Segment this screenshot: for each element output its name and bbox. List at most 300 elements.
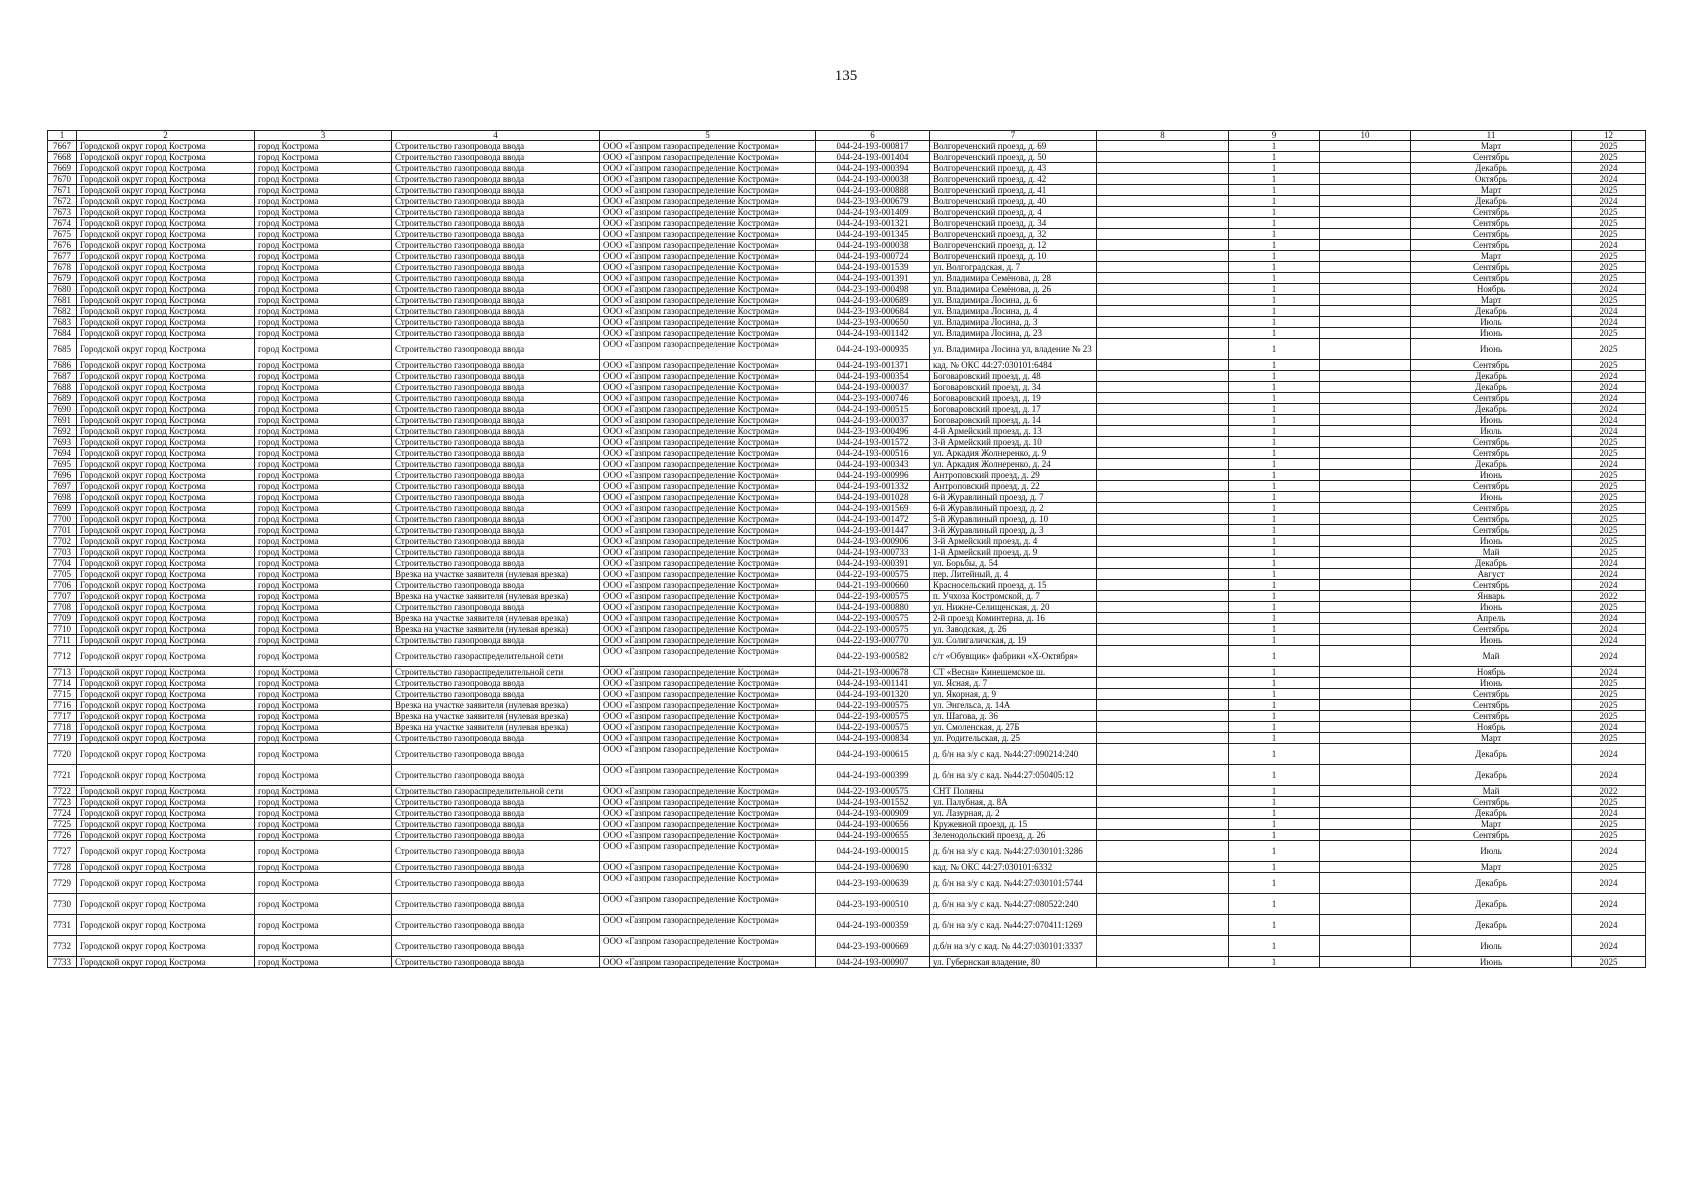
table-cell: ООО «Газпром газораспределение Кострома» bbox=[600, 328, 816, 339]
table-cell: 2025 bbox=[1572, 152, 1646, 163]
table-cell: 2024 bbox=[1572, 613, 1646, 624]
table-cell: 7711 bbox=[48, 635, 77, 646]
column-number: 11 bbox=[1411, 131, 1572, 141]
table-cell: 1 bbox=[1229, 624, 1320, 635]
table-cell bbox=[1097, 957, 1229, 968]
table-row bbox=[48, 569, 1646, 580]
table-cell: Строительство газопровода ввода bbox=[392, 915, 600, 936]
table-cell: Городской округ город Кострома bbox=[77, 830, 255, 841]
table-cell: 2024 bbox=[1572, 382, 1646, 393]
table-cell bbox=[1320, 591, 1411, 602]
table-row bbox=[48, 459, 1646, 470]
table-cell bbox=[1097, 936, 1229, 957]
table-cell: 044-23-193-000510 bbox=[816, 894, 930, 915]
column-number: 4 bbox=[392, 131, 600, 141]
table-cell bbox=[1320, 580, 1411, 591]
table-cell: город Кострома bbox=[255, 547, 392, 558]
table-cell: Волгореченский проезд, д. 12 bbox=[930, 240, 1097, 251]
table-cell: 1 bbox=[1229, 514, 1320, 525]
table-cell: Волгореченский проезд, д. 50 bbox=[930, 152, 1097, 163]
table-cell bbox=[1320, 936, 1411, 957]
table-cell: город Кострома bbox=[255, 262, 392, 273]
table-cell: Строительство газопровода ввода bbox=[392, 317, 600, 328]
table-cell: Сентябрь bbox=[1411, 240, 1572, 251]
table-cell: 2025 bbox=[1572, 678, 1646, 689]
table-cell: ООО «Газпром газораспределение Кострома» bbox=[600, 602, 816, 613]
table-cell bbox=[1320, 371, 1411, 382]
table-cell: 1 bbox=[1229, 459, 1320, 470]
table-cell: город Кострома bbox=[255, 819, 392, 830]
table-cell: Городской округ город Кострома bbox=[77, 525, 255, 536]
table-cell: Строительство газопровода ввода bbox=[392, 830, 600, 841]
table-cell: Строительство газопровода ввода bbox=[392, 251, 600, 262]
table-cell: Март bbox=[1411, 733, 1572, 744]
table-cell: 7687 bbox=[48, 371, 77, 382]
table-cell: ООО «Газпром газораспределение Кострома» bbox=[600, 295, 816, 306]
table-row bbox=[48, 163, 1646, 174]
table-cell bbox=[1097, 185, 1229, 196]
table-cell bbox=[1320, 722, 1411, 733]
table-row bbox=[48, 862, 1646, 873]
table-cell: Сентябрь bbox=[1411, 360, 1572, 371]
table-cell: 1 bbox=[1229, 569, 1320, 580]
table-cell: Строительство газопровода ввода bbox=[392, 514, 600, 525]
table-cell: 7731 bbox=[48, 915, 77, 936]
table-cell: 2024 bbox=[1572, 393, 1646, 404]
column-number: 12 bbox=[1572, 131, 1646, 141]
table-row bbox=[48, 797, 1646, 808]
table-cell: 3-й Журавлиный проезд, д. 3 bbox=[930, 525, 1097, 536]
table-cell: ул. Владимира Лосина, д. 23 bbox=[930, 328, 1097, 339]
table-cell: Строительство газопровода ввода bbox=[392, 797, 600, 808]
table-cell: 7708 bbox=[48, 602, 77, 613]
table-cell: 1 bbox=[1229, 218, 1320, 229]
table-cell: 2025 bbox=[1572, 503, 1646, 514]
table-row bbox=[48, 536, 1646, 547]
table-cell: Декабрь bbox=[1411, 894, 1572, 915]
table-cell bbox=[1097, 415, 1229, 426]
table-cell: город Кострома bbox=[255, 613, 392, 624]
table-cell bbox=[1097, 808, 1229, 819]
table-cell bbox=[1320, 448, 1411, 459]
table-cell bbox=[1320, 382, 1411, 393]
table-cell: 2025 bbox=[1572, 470, 1646, 481]
table-row bbox=[48, 841, 1646, 862]
table-cell bbox=[1097, 700, 1229, 711]
table-cell: 7733 bbox=[48, 957, 77, 968]
table-cell: Строительство газопровода ввода bbox=[392, 273, 600, 284]
table-cell: Декабрь bbox=[1411, 765, 1572, 786]
table-cell: 1 bbox=[1229, 240, 1320, 251]
table-cell: Декабрь bbox=[1411, 873, 1572, 894]
table-cell bbox=[1097, 240, 1229, 251]
table-cell: 1 bbox=[1229, 786, 1320, 797]
table-cell: 2024 bbox=[1572, 667, 1646, 678]
table-cell bbox=[1320, 569, 1411, 580]
table-cell: 044-24-193-000935 bbox=[816, 339, 930, 360]
table-cell: Строительство газопровода ввода bbox=[392, 957, 600, 968]
table-cell bbox=[1097, 251, 1229, 262]
table-cell: город Кострома bbox=[255, 207, 392, 218]
table-cell bbox=[1320, 873, 1411, 894]
table-cell: Июнь bbox=[1411, 602, 1572, 613]
table-cell: 044-24-193-000656 bbox=[816, 819, 930, 830]
table-cell: 2025 bbox=[1572, 602, 1646, 613]
table-row bbox=[48, 207, 1646, 218]
table-cell: Строительство газопровода ввода bbox=[392, 536, 600, 547]
table-row bbox=[48, 765, 1646, 786]
table-cell: кад. № ОКС 44:27:030101:6484 bbox=[930, 360, 1097, 371]
table-cell: ул. Солигаличская, д. 19 bbox=[930, 635, 1097, 646]
table-cell: Сентябрь bbox=[1411, 503, 1572, 514]
table-cell: город Кострома bbox=[255, 152, 392, 163]
table-cell: 6-й Журавлиный проезд, д. 2 bbox=[930, 503, 1097, 514]
table-cell: Строительство газопровода ввода bbox=[392, 733, 600, 744]
table-cell: 044-24-193-000515 bbox=[816, 404, 930, 415]
table-cell: ул. Шагова, д. 36 bbox=[930, 711, 1097, 722]
column-number: 5 bbox=[600, 131, 816, 141]
table-row bbox=[48, 328, 1646, 339]
table-cell: 044-23-193-000684 bbox=[816, 306, 930, 317]
table-cell: Строительство газопровода ввода bbox=[392, 819, 600, 830]
table-cell: 1 bbox=[1229, 284, 1320, 295]
table-cell: ООО «Газпром газораспределение Кострома» bbox=[600, 360, 816, 371]
table-cell: 7682 bbox=[48, 306, 77, 317]
table-cell: 044-24-193-000724 bbox=[816, 251, 930, 262]
table-row bbox=[48, 957, 1646, 968]
table-cell: Городской округ город Кострома bbox=[77, 819, 255, 830]
table-cell: Строительство газопровода ввода bbox=[392, 382, 600, 393]
table-cell bbox=[1320, 196, 1411, 207]
table-cell: 044-22-193-000575 bbox=[816, 700, 930, 711]
column-number: 8 bbox=[1097, 131, 1229, 141]
table-cell: Сентябрь bbox=[1411, 514, 1572, 525]
table-cell: Строительство газопровода ввода bbox=[392, 448, 600, 459]
table-row bbox=[48, 262, 1646, 273]
table-cell: 2025 bbox=[1572, 830, 1646, 841]
table-cell: ООО «Газпром газораспределение Кострома» bbox=[600, 141, 816, 152]
table-cell: 2025 bbox=[1572, 862, 1646, 873]
table-cell: Городской округ город Кострома bbox=[77, 936, 255, 957]
table-cell bbox=[1097, 163, 1229, 174]
table-cell: 2025 bbox=[1572, 797, 1646, 808]
table-cell: Городской округ город Кострома bbox=[77, 306, 255, 317]
table-cell: 1 bbox=[1229, 580, 1320, 591]
table-cell: 1 bbox=[1229, 808, 1320, 819]
table-cell bbox=[1097, 797, 1229, 808]
table-row bbox=[48, 808, 1646, 819]
table-cell: 2024 bbox=[1572, 936, 1646, 957]
table-row bbox=[48, 295, 1646, 306]
table-cell: 044-24-193-001028 bbox=[816, 492, 930, 503]
table-cell: ул. Палубная, д. 8А bbox=[930, 797, 1097, 808]
table-cell: ул. Владимира Лосина, д. 4 bbox=[930, 306, 1097, 317]
table-cell: город Кострома bbox=[255, 635, 392, 646]
table-cell: 044-24-193-000038 bbox=[816, 240, 930, 251]
table-cell: ООО «Газпром газораспределение Кострома» bbox=[600, 382, 816, 393]
table-cell: 2024 bbox=[1572, 426, 1646, 437]
table-cell: ООО «Газпром газораспределение Кострома» bbox=[600, 536, 816, 547]
table-cell: 7678 bbox=[48, 262, 77, 273]
table-cell bbox=[1097, 602, 1229, 613]
table-cell bbox=[1320, 646, 1411, 667]
table-cell bbox=[1320, 830, 1411, 841]
table-cell bbox=[1097, 536, 1229, 547]
table-cell: Март bbox=[1411, 251, 1572, 262]
table-cell bbox=[1320, 915, 1411, 936]
table-row bbox=[48, 141, 1646, 152]
table-cell: 1 bbox=[1229, 185, 1320, 196]
table-cell: город Кострома bbox=[255, 339, 392, 360]
table-cell: 7667 bbox=[48, 141, 77, 152]
table-cell: ул. Владимира Семёнова, д. 26 bbox=[930, 284, 1097, 295]
table-cell: Декабрь bbox=[1411, 371, 1572, 382]
table-cell: 7688 bbox=[48, 382, 77, 393]
table-cell: Городской округ город Кострома bbox=[77, 229, 255, 240]
table-cell bbox=[1097, 459, 1229, 470]
table-cell: ООО «Газпром газораспределение Кострома» bbox=[600, 163, 816, 174]
table-cell: Март bbox=[1411, 185, 1572, 196]
table-cell: ООО «Газпром газораспределение Кострома» bbox=[600, 371, 816, 382]
table-cell: 1-й Армейский проезд, д. 9 bbox=[930, 547, 1097, 558]
table-cell bbox=[1320, 185, 1411, 196]
table-cell: 7724 bbox=[48, 808, 77, 819]
table-cell: 7723 bbox=[48, 797, 77, 808]
table-cell: Городской округ город Кострома bbox=[77, 547, 255, 558]
table-cell: 7704 bbox=[48, 558, 77, 569]
table-row bbox=[48, 646, 1646, 667]
table-row bbox=[48, 744, 1646, 765]
table-cell bbox=[1097, 218, 1229, 229]
table-cell: 044-24-193-001332 bbox=[816, 481, 930, 492]
table-cell: Декабрь bbox=[1411, 382, 1572, 393]
table-cell: город Кострома bbox=[255, 862, 392, 873]
table-cell: ООО «Газпром газораспределение Кострома» bbox=[600, 580, 816, 591]
table-cell: город Кострома bbox=[255, 218, 392, 229]
table-cell: 1 bbox=[1229, 819, 1320, 830]
table-cell: Строительство газопровода ввода bbox=[392, 229, 600, 240]
table-cell: 1 bbox=[1229, 841, 1320, 862]
table-row bbox=[48, 580, 1646, 591]
table-cell: Городской округ город Кострома bbox=[77, 873, 255, 894]
table-cell: 7689 bbox=[48, 393, 77, 404]
table-cell: д. б/н на з/у с кад. №44:27:080522:240 bbox=[930, 894, 1097, 915]
table-cell: 1 bbox=[1229, 558, 1320, 569]
table-cell: 1 bbox=[1229, 328, 1320, 339]
table-row bbox=[48, 894, 1646, 915]
table-cell: Городской округ город Кострома bbox=[77, 667, 255, 678]
table-cell: Строительство газопровода ввода bbox=[392, 558, 600, 569]
table-row bbox=[48, 624, 1646, 635]
table-cell: 7714 bbox=[48, 678, 77, 689]
table-cell: 1 bbox=[1229, 667, 1320, 678]
column-number: 9 bbox=[1229, 131, 1320, 141]
table-cell: 044-24-193-001371 bbox=[816, 360, 930, 371]
table-cell: ООО «Газпром газораспределение Кострома» bbox=[600, 448, 816, 459]
table-cell: 044-24-193-001404 bbox=[816, 152, 930, 163]
table-cell: город Кострома bbox=[255, 229, 392, 240]
table-cell: 2024 bbox=[1572, 240, 1646, 251]
table-row bbox=[48, 470, 1646, 481]
table-cell: Строительство газопровода ввода bbox=[392, 678, 600, 689]
table-cell: 044-24-193-000909 bbox=[816, 808, 930, 819]
table-cell: ООО «Газпром газораспределение Кострома» bbox=[600, 591, 816, 602]
table-cell bbox=[1320, 689, 1411, 700]
table-cell: ООО «Газпром газораспределение Кострома» bbox=[600, 393, 816, 404]
table-cell: Сентябрь bbox=[1411, 393, 1572, 404]
table-cell: Сентябрь bbox=[1411, 711, 1572, 722]
table-cell: 044-23-193-000669 bbox=[816, 936, 930, 957]
table-cell: Городской округ город Кострома bbox=[77, 700, 255, 711]
table-cell: Городской округ город Кострома bbox=[77, 536, 255, 547]
table-cell: с/т «Обувщик» фабрики «Х-Октября» bbox=[930, 646, 1097, 667]
table-cell: 7703 bbox=[48, 547, 77, 558]
table-cell bbox=[1320, 295, 1411, 306]
table-cell: 044-21-193-000660 bbox=[816, 580, 930, 591]
table-cell bbox=[1320, 251, 1411, 262]
table-cell: Строительство газопровода ввода bbox=[392, 196, 600, 207]
table-cell bbox=[1097, 569, 1229, 580]
table-cell: Городской округ город Кострома bbox=[77, 602, 255, 613]
table-cell: ООО «Газпром газораспределение Кострома» bbox=[600, 667, 816, 678]
table-cell bbox=[1097, 786, 1229, 797]
table-cell: Волгореченский проезд, д. 41 bbox=[930, 185, 1097, 196]
table-cell: Боговаровский проезд, д. 17 bbox=[930, 404, 1097, 415]
table-cell bbox=[1097, 317, 1229, 328]
table-cell: Ноябрь bbox=[1411, 722, 1572, 733]
table-cell: 2025 bbox=[1572, 448, 1646, 459]
column-number: 2 bbox=[77, 131, 255, 141]
table-cell: ООО «Газпром газораспределение Кострома» bbox=[600, 894, 816, 915]
table-cell: 7672 bbox=[48, 196, 77, 207]
table-cell: 2025 bbox=[1572, 819, 1646, 830]
table-cell: город Кострома bbox=[255, 591, 392, 602]
table-cell: 044-24-193-000516 bbox=[816, 448, 930, 459]
table-cell: 2025 bbox=[1572, 273, 1646, 284]
table-cell: Сентябрь bbox=[1411, 262, 1572, 273]
table-cell bbox=[1097, 306, 1229, 317]
table-cell: город Кострома bbox=[255, 273, 392, 284]
table-cell: Городской округ город Кострома bbox=[77, 503, 255, 514]
table-cell bbox=[1097, 580, 1229, 591]
table-cell bbox=[1097, 393, 1229, 404]
table-cell: 044-24-193-000733 bbox=[816, 547, 930, 558]
table-cell bbox=[1097, 328, 1229, 339]
table-row bbox=[48, 240, 1646, 251]
table-cell: Врезка на участке заявителя (нулевая врезка) bbox=[392, 624, 600, 635]
table-cell: Строительство газопровода ввода bbox=[392, 503, 600, 514]
table-cell: 2025 bbox=[1572, 700, 1646, 711]
table-row bbox=[48, 733, 1646, 744]
table-cell: 1 bbox=[1229, 894, 1320, 915]
table-cell bbox=[1320, 284, 1411, 295]
table-cell: Строительство газопровода ввода bbox=[392, 808, 600, 819]
table-cell bbox=[1097, 722, 1229, 733]
table-cell: город Кострома bbox=[255, 437, 392, 448]
table-cell: 7679 bbox=[48, 273, 77, 284]
table-cell: 1 bbox=[1229, 602, 1320, 613]
table-cell bbox=[1097, 667, 1229, 678]
table-cell: 044-22-193-000575 bbox=[816, 786, 930, 797]
table-cell: ООО «Газпром газораспределение Кострома» bbox=[600, 470, 816, 481]
table-cell: Строительство газопровода ввода bbox=[392, 152, 600, 163]
table-cell: Строительство газопровода ввода bbox=[392, 437, 600, 448]
table-cell: Городской округ город Кострома bbox=[77, 722, 255, 733]
table-cell: 5-й Журавлиный проезд, д. 10 bbox=[930, 514, 1097, 525]
table-cell: 1 bbox=[1229, 426, 1320, 437]
table-cell: 7730 bbox=[48, 894, 77, 915]
table-cell: ООО «Газпром газораспределение Кострома» bbox=[600, 426, 816, 437]
table-cell bbox=[1320, 602, 1411, 613]
table-cell: Сентябрь bbox=[1411, 273, 1572, 284]
table-cell: Сентябрь bbox=[1411, 218, 1572, 229]
table-cell: Городской округ город Кострома bbox=[77, 382, 255, 393]
table-cell: 7700 bbox=[48, 514, 77, 525]
table-cell: 044-24-193-001539 bbox=[816, 262, 930, 273]
table-cell: 2024 bbox=[1572, 459, 1646, 470]
table-cell: 7673 bbox=[48, 207, 77, 218]
table-row bbox=[48, 492, 1646, 503]
table-cell: 1 bbox=[1229, 371, 1320, 382]
table-cell: Март bbox=[1411, 295, 1572, 306]
table-cell: 2025 bbox=[1572, 481, 1646, 492]
table-cell: Городской округ город Кострома bbox=[77, 957, 255, 968]
table-cell: ул. Владимира Семёнова, д. 28 bbox=[930, 273, 1097, 284]
table-row bbox=[48, 415, 1646, 426]
table-cell: Городской округ город Кострома bbox=[77, 711, 255, 722]
table-cell: Городской округ город Кострома bbox=[77, 689, 255, 700]
table-cell: 2024 bbox=[1572, 873, 1646, 894]
table-cell: ООО «Газпром газораспределение Кострома» bbox=[600, 459, 816, 470]
table-cell: ООО «Газпром газораспределение Кострома» bbox=[600, 646, 816, 667]
table-cell: 7732 bbox=[48, 936, 77, 957]
table-cell bbox=[1097, 437, 1229, 448]
table-cell: ООО «Газпром газораспределение Кострома» bbox=[600, 862, 816, 873]
table-cell bbox=[1320, 459, 1411, 470]
table-cell: 1 bbox=[1229, 251, 1320, 262]
table-cell: Городской округ город Кострома bbox=[77, 733, 255, 744]
table-cell: 2024 bbox=[1572, 624, 1646, 635]
table-cell: ул. Волгоградская, д. 7 bbox=[930, 262, 1097, 273]
table-cell bbox=[1097, 733, 1229, 744]
table-cell: ООО «Газпром газораспределение Кострома» bbox=[600, 957, 816, 968]
table-cell: 1 bbox=[1229, 317, 1320, 328]
table-cell bbox=[1097, 196, 1229, 207]
table-row bbox=[48, 711, 1646, 722]
table-cell: ул. Смоленская, д. 27Б bbox=[930, 722, 1097, 733]
table-cell: город Кострома bbox=[255, 404, 392, 415]
table-cell: Городской округ город Кострома bbox=[77, 339, 255, 360]
table-cell: Боговаровский проезд, д. 34 bbox=[930, 382, 1097, 393]
table-cell: город Кострома bbox=[255, 514, 392, 525]
table-cell: ООО «Газпром газораспределение Кострома» bbox=[600, 251, 816, 262]
table-cell: 044-24-193-001141 bbox=[816, 678, 930, 689]
table-cell: Городской округ город Кострома bbox=[77, 207, 255, 218]
table-cell: 044-24-193-001572 bbox=[816, 437, 930, 448]
table-cell bbox=[1097, 262, 1229, 273]
table-cell: 7684 bbox=[48, 328, 77, 339]
table-cell: Декабрь bbox=[1411, 196, 1572, 207]
table-cell: Городской округ город Кострома bbox=[77, 635, 255, 646]
table-cell: 1 bbox=[1229, 229, 1320, 240]
table-cell: 7676 bbox=[48, 240, 77, 251]
table-cell: Городской округ город Кострома bbox=[77, 459, 255, 470]
table-cell: Городской округ город Кострома bbox=[77, 481, 255, 492]
table-row bbox=[48, 700, 1646, 711]
table-cell: Городской округ город Кострома bbox=[77, 262, 255, 273]
table-cell: 7720 bbox=[48, 744, 77, 765]
table-cell: город Кострома bbox=[255, 470, 392, 481]
